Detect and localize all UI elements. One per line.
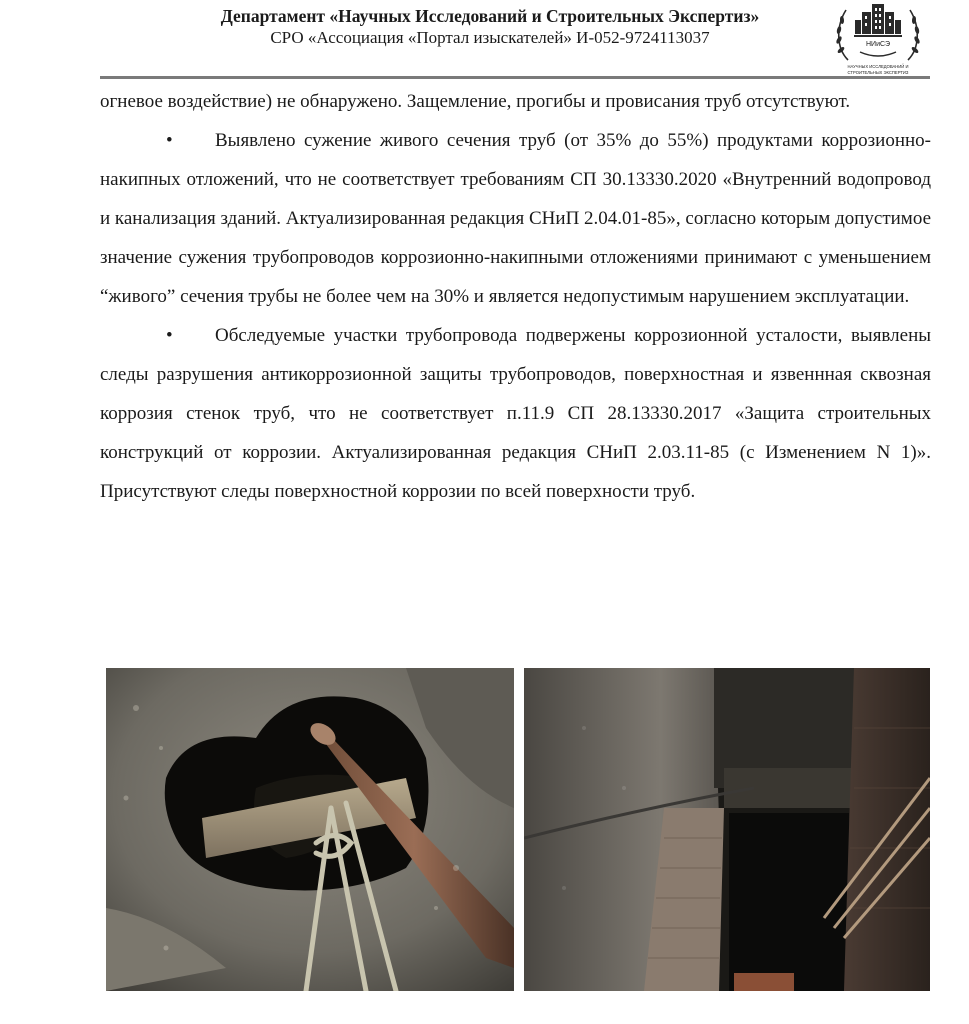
- paragraph-continuation: огневое воздействие) не обнаружено. Защемление, прогибы и провисания труб отсутствуют.: [100, 91, 851, 112]
- logo-caption-line1: НАУЧНЫХ ИССЛЕДОВАНИЙ И: [847, 64, 909, 69]
- header-divider: [100, 76, 930, 79]
- document-body: [100, 82, 931, 511]
- header-organization: Департамент «Научных Исследований и Строительных Экспертиз»: [220, 6, 760, 26]
- bullet-item-1: [100, 121, 931, 316]
- header-sro: СРО «Ассоциация «Портал изыскателей» И-052-9724113037: [270, 28, 710, 47]
- bullet-marker: •: [166, 130, 173, 151]
- logo-abbreviation: НИиСЭ: [865, 41, 891, 48]
- bullet-item-2-text: Обследуемые участки трубопровода подвержены коррозионной усталости, выявлены следы разрушения антикоррозионной защиты трубопроводов, поверхностная и язвеннная сквозная коррозия стенок труб, что не соответствует п.11.9 СП 28.13330.2017 «Защита строительных конструкций от коррозии. Актуализированная редакция СНиП 2.03.11-85 (с Изменением N 1)». Присутствуют следы поверхностной коррозии по всей поверхности труб.: [100, 325, 931, 502]
- bullet-marker: •: [166, 325, 173, 346]
- logo-caption-line2: СТРОИТЕЛЬНЫХ ЭКСПЕРТИЗ: [847, 70, 909, 75]
- photo-pipe-through-ceiling: [106, 668, 514, 991]
- bullet-item-1-text: Выявлено сужение живого сечения труб (от 35% до 55%) продуктами коррозионно-накипных отложений, что не соответствует требованиям СП 30.13330.2020 «Внутренний водопровод и канализация зданий. Актуализированная редакция СНиП 2.04.01-85», согласно которым допустимое значение сужения трубопроводов коррозионно-накипными отложениями принимают с уменьшением “живого” сечения трубы не более чем на 30% и является недопустимым нарушением эксплуатации.: [100, 130, 931, 307]
- photo-basement-shaft: [524, 668, 930, 991]
- organization-logo: [832, 0, 924, 78]
- page-header: [0, 0, 969, 80]
- bullet-item-2: [100, 316, 931, 511]
